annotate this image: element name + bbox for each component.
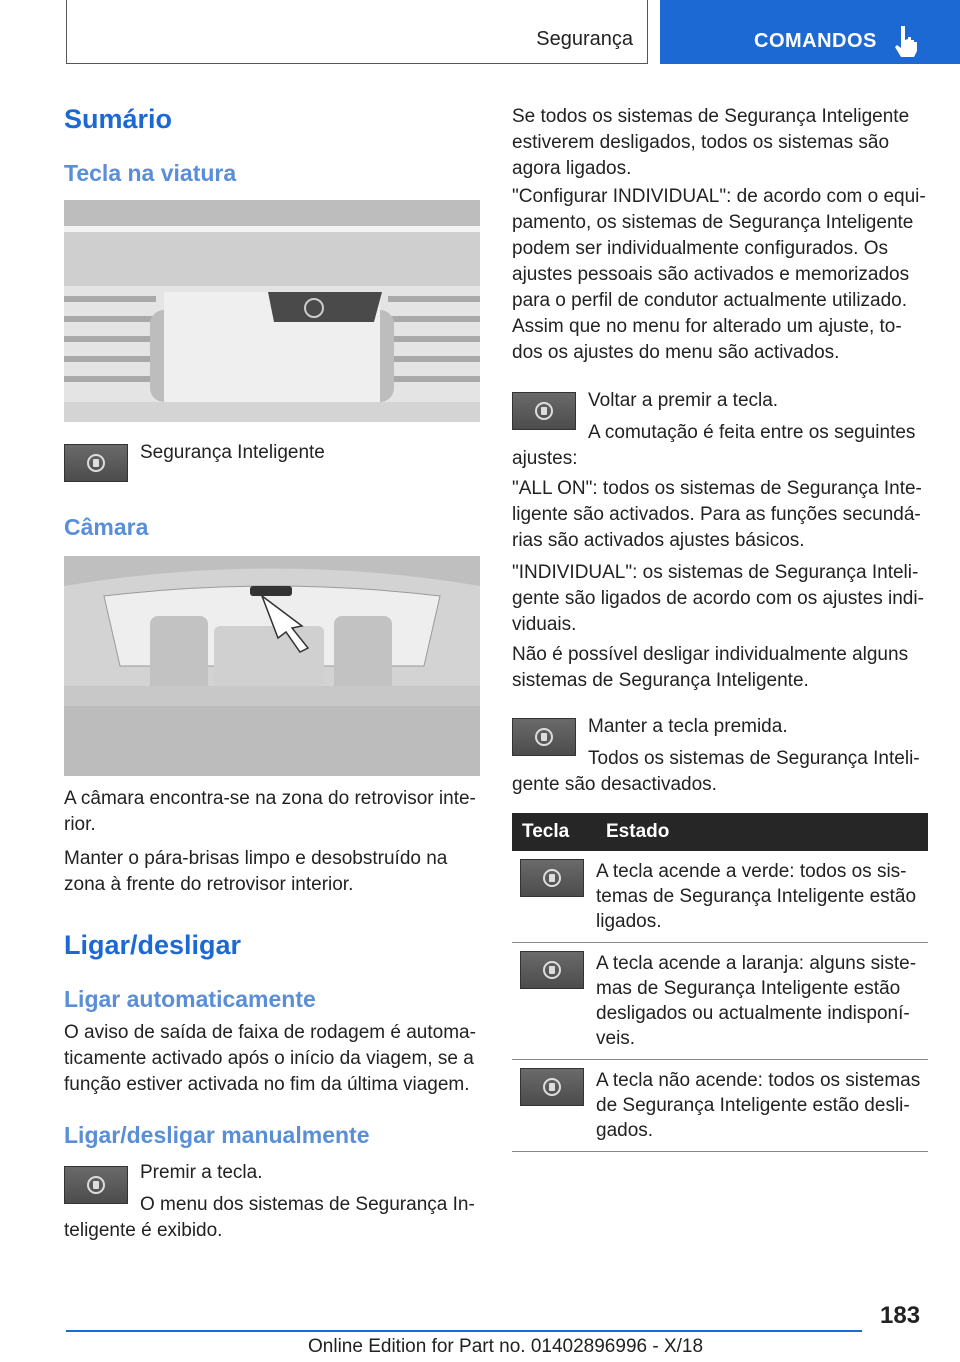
manual-step-menu-line-1: O menu dos sistemas de Segurança In- [140, 1194, 475, 1215]
safety-key-icon [512, 392, 576, 430]
safety-key-icon [520, 859, 584, 897]
camera-text-2-line-1: Manter o pára-brisas limpo e desobstruído na [64, 848, 448, 869]
camera-interior-photo [64, 556, 480, 776]
heading-camera: Câmara [64, 514, 149, 540]
page-title: Sumário [64, 104, 173, 134]
not-possible-line-2: sistemas de Segurança Inteligente. [512, 670, 809, 691]
step-off-line-2: gente são desactivados. [512, 774, 717, 795]
safety-key-icon [64, 444, 128, 482]
state-green-line-2: temas de Segurança Inteligente estão [596, 886, 917, 907]
safety-key-icon [520, 1068, 584, 1106]
header-section-box [66, 0, 648, 64]
footer-edition: Online Edition for Part no. 01402896996 - X/18 [308, 1336, 704, 1357]
heading-auto-on: Ligar automaticamente [64, 986, 316, 1012]
safety-key-icon [512, 718, 576, 756]
state-orange-line-3: desligados ou actualmente indisponí- [596, 1003, 910, 1024]
heading-key-in-vehicle: Tecla na viatura [64, 160, 237, 186]
state-orange-line-1: A tecla acende a laranja: alguns siste- [596, 953, 917, 974]
right-p1-line-2: estiverem desligados, todos os sistemas são [512, 132, 890, 153]
individual-line-3: viduais. [512, 614, 577, 635]
safety-key-icon [64, 1166, 128, 1204]
table-row [512, 1060, 928, 1152]
dashboard-button-photo [64, 200, 480, 422]
table-header-row [512, 813, 928, 851]
individual-line-2: gente são ligados de acordo com os ajustes indi- [512, 588, 924, 609]
not-possible-line-1: Não é possível desligar individualmente alguns [512, 644, 909, 665]
state-off-line-2: de Segurança Inteligente estão desli- [596, 1095, 910, 1116]
state-off-line-1: A tecla não acende: todos os sistemas [596, 1070, 921, 1091]
state-orange-line-4: veis. [596, 1028, 636, 1049]
state-green-line-1: A tecla acende a verde: todos os sis- [596, 861, 907, 882]
step-hold-key: Manter a tecla premida. [588, 716, 788, 737]
right-p2-line-6: Assim que no menu for alterado um ajuste, to- [512, 316, 902, 337]
camera-text-1-line-2: rior. [64, 814, 96, 835]
footer-rule [66, 1330, 862, 1332]
pointing-hand-icon [892, 24, 920, 58]
right-p2-line-1: "Configurar INDIVIDUAL": de acordo com o equi- [512, 186, 926, 207]
header-chapter-label: COMANDOS [754, 30, 877, 52]
right-p2-line-3: podem ser individualmente configurados. Os [512, 238, 888, 259]
table-header-state: Estado [596, 813, 928, 851]
auto-text-line-1: O aviso de saída de faixa de rodagem é automa- [64, 1022, 476, 1043]
camera-text-2-line-2: zona à frente do retrovisor interior. [64, 874, 354, 895]
all-on-line-2: ligente são activados. Para as funções secundá- [512, 504, 921, 525]
heading-on-off: Ligar/desligar [64, 930, 242, 960]
header-section-label: Segurança [536, 28, 633, 50]
manual-step-menu-line-2: teligente é exibido. [64, 1220, 223, 1241]
all-on-line-3: rias são activados ajustes básicos. [512, 530, 805, 551]
auto-text-line-2: ticamente activado após o início da viagem, se a [64, 1048, 474, 1069]
table-header-key: Tecla [512, 813, 596, 851]
right-p2-line-2: pamento, os sistemas de Segurança Inteligente [512, 212, 914, 233]
page-number: 183 [880, 1302, 921, 1329]
right-p1-line-1: Se todos os sistemas de Segurança Inteligente [512, 106, 910, 127]
step-press-again: Voltar a premir a tecla. [588, 390, 779, 411]
all-on-line-1: "ALL ON": todos os sistemas de Segurança Inte- [512, 478, 922, 499]
right-p1-line-3: agora ligados. [512, 158, 632, 179]
state-orange-line-2: mas de Segurança Inteligente estão [596, 978, 901, 999]
table-row [512, 943, 928, 1060]
heading-manual-on-off: Ligar/desligar manualmente [64, 1122, 370, 1148]
state-off-line-3: gados. [596, 1120, 654, 1141]
individual-line-1: "INDIVIDUAL": os sistemas de Segurança Inteli- [512, 562, 919, 583]
right-p2-line-7: dos os ajustes do menu são activados. [512, 342, 840, 363]
step-off-line-1: Todos os sistemas de Segurança Inteli- [588, 748, 920, 769]
step-toggle-line-1: A comutação é feita entre os seguintes [588, 422, 916, 443]
state-green-line-3: ligados. [596, 911, 662, 932]
right-p2-line-5: para o perfil de condutor actualmente utilizado. [512, 290, 908, 311]
key-state-table [512, 813, 928, 1152]
safety-key-icon [520, 951, 584, 989]
auto-text-line-3: função estiver activada no fim da última viagem. [64, 1074, 470, 1095]
step-toggle-line-2: ajustes: [512, 448, 578, 469]
camera-text-1-line-1: A câmara encontra-se na zona do retrovisor inte- [64, 788, 476, 809]
table-row [512, 851, 928, 943]
key-caption: Segurança Inteligente [140, 442, 325, 463]
right-p2-line-4: ajustes pessoais são activados e memorizados [512, 264, 910, 285]
manual-step-press: Premir a tecla. [140, 1162, 263, 1183]
